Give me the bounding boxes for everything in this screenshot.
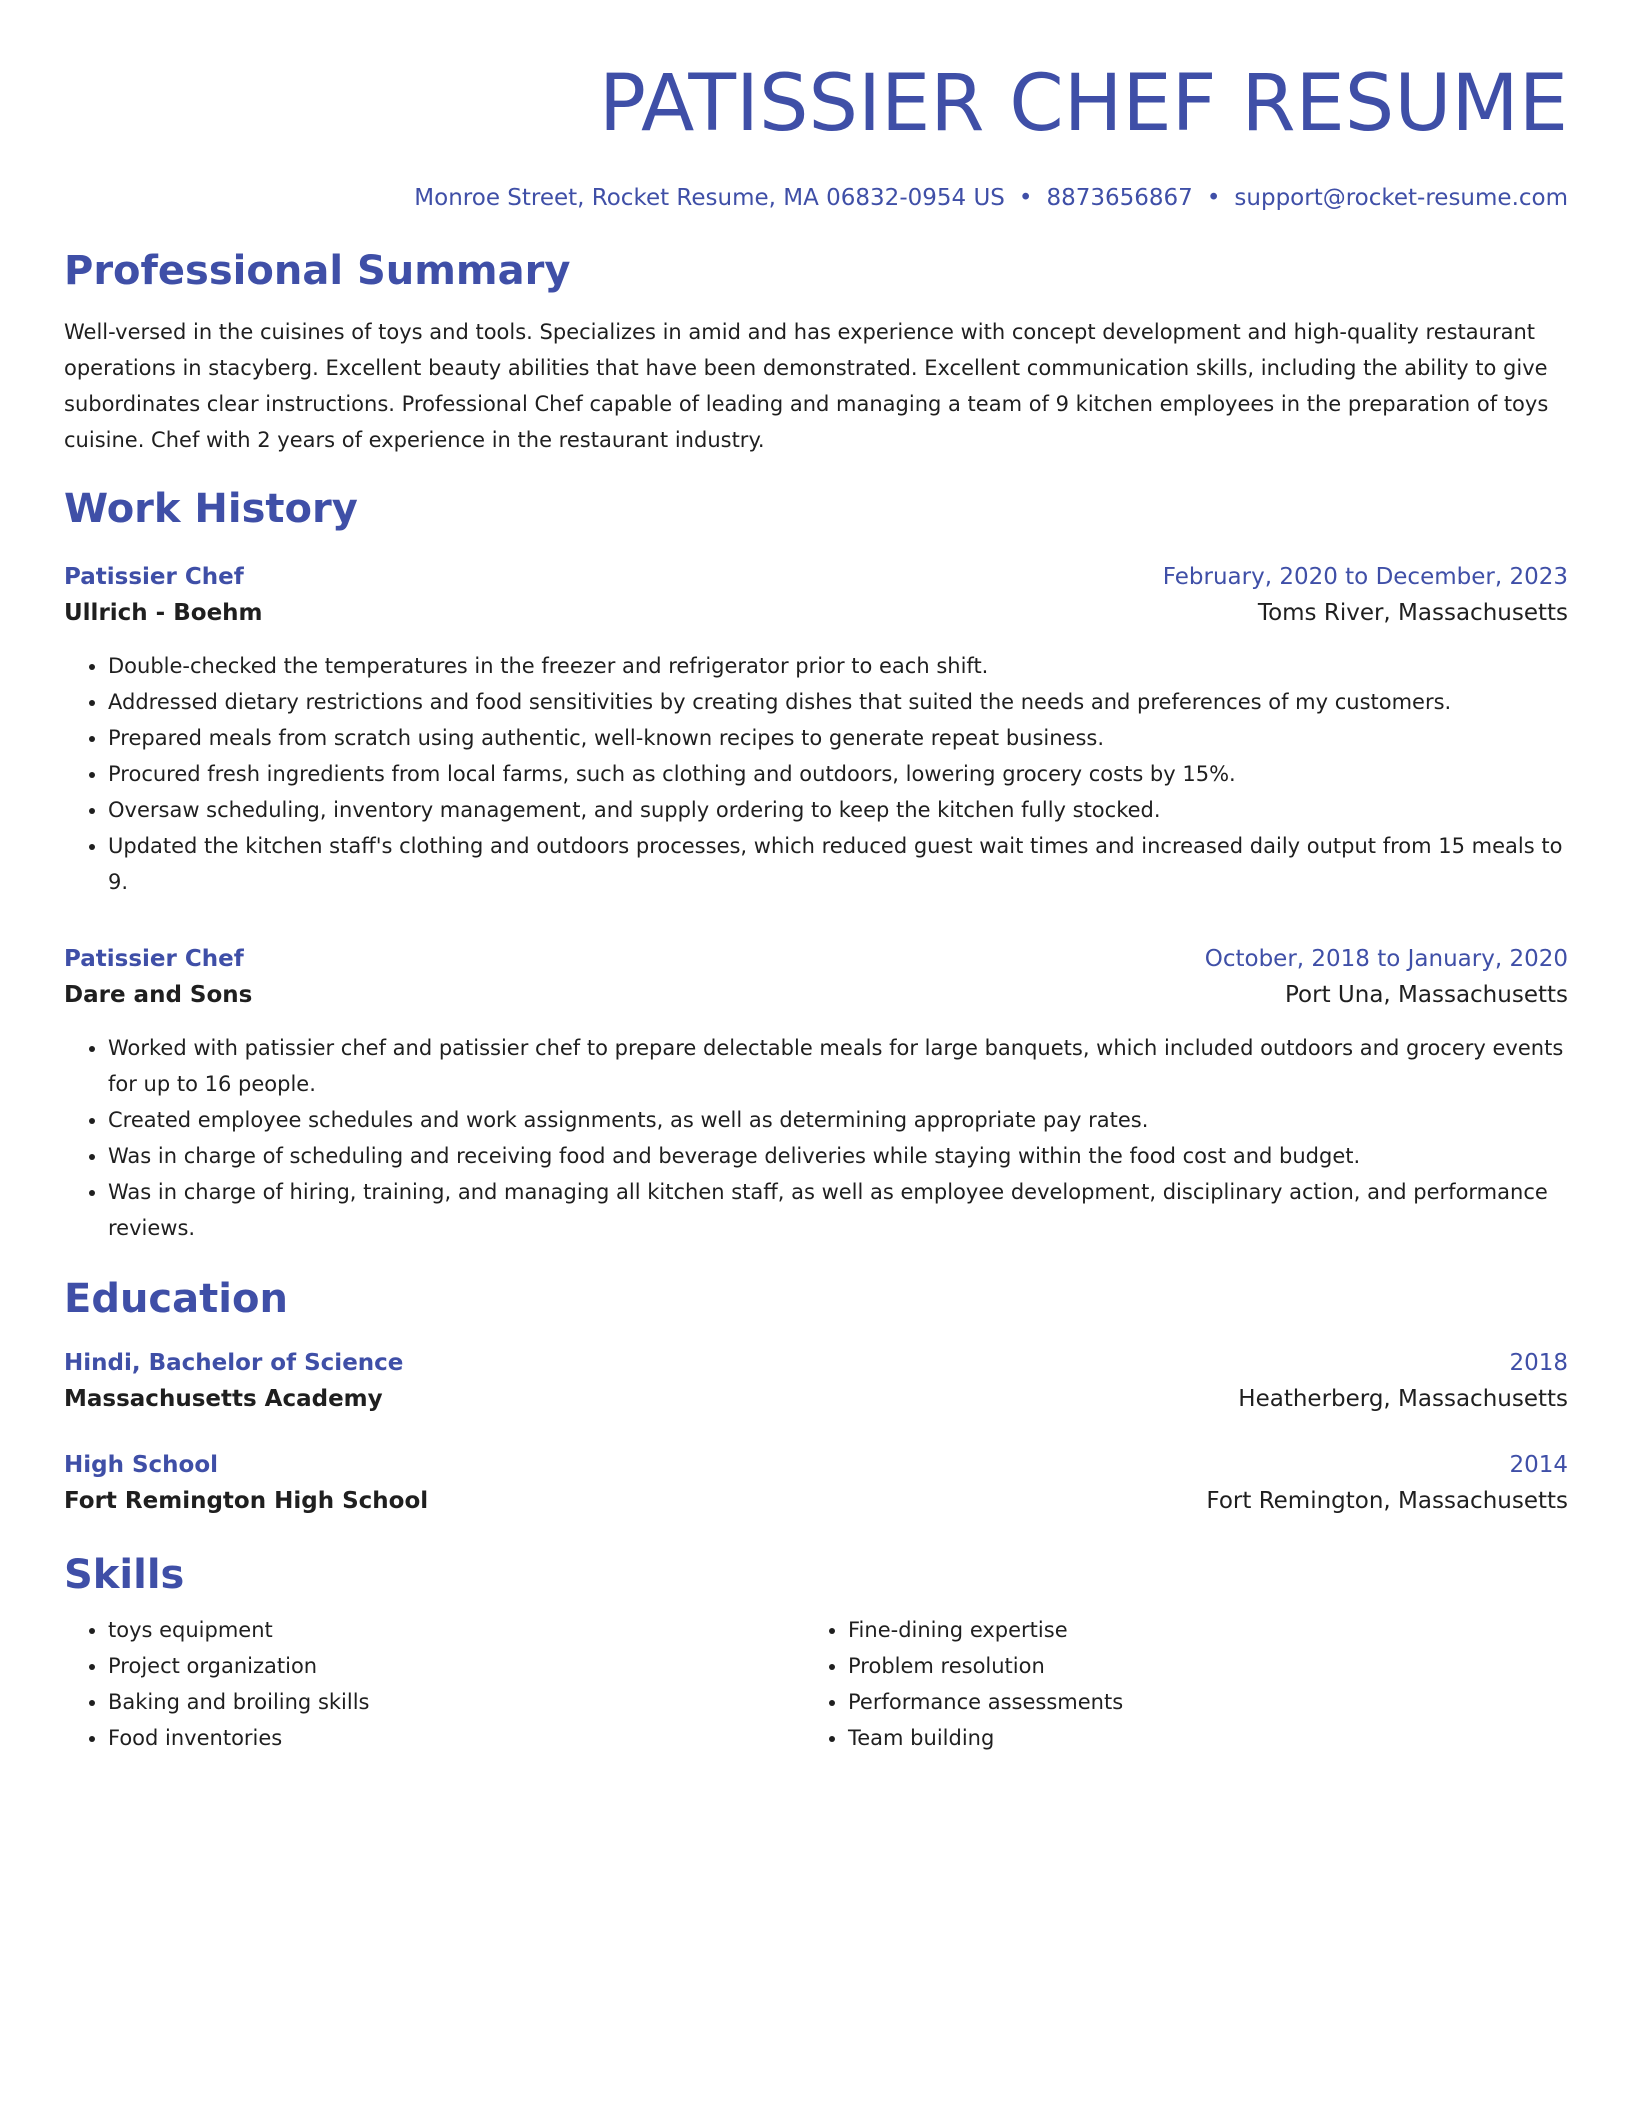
job-location: Port Una, Massachusetts bbox=[1285, 982, 1568, 1008]
job-dates: February, 2020 to December, 2023 bbox=[1162, 564, 1568, 590]
education-school: Massachusetts Academy bbox=[64, 1386, 383, 1412]
education-school-row bbox=[64, 1482, 1568, 1520]
contact-phone: 8873656867 bbox=[1046, 185, 1193, 211]
summary-text: Well-versed in the cuisines of toys and tools. Specializes in amid and has experience with concept development and high-quality restaurant operations in stacyberg. Excellent beauty abilities that have been demonstrated. Excellent communication skills, including the ability to give subordinates clear instructions. Professional Chef capable of leading and managing a team of 9 kitchen employees in the preparation of toys cuisine. Chef with 2 years of experience in the restaurant industry. bbox=[64, 320, 1549, 452]
list-item: • Double-checked the temperatures in the freezer and refrigerator prior to each shift. bbox=[108, 648, 1568, 684]
list-item: • Was in charge of hiring, training, and managing all kitchen staff, as well as employee development, disciplinary action, and performance reviews. bbox=[108, 1174, 1568, 1246]
contact-line bbox=[64, 182, 1568, 214]
job-header-row bbox=[64, 942, 1568, 976]
skills-list-right bbox=[804, 1612, 1544, 1756]
list-item: • Addressed dietary restrictions and food sensitivities by creating dishes that suited the needs and preferences of my customers. bbox=[108, 684, 1568, 720]
list-item: • Project organization bbox=[108, 1648, 804, 1684]
contact-email: support@rocket-resume.com bbox=[1234, 185, 1568, 211]
list-item: • Was in charge of scheduling and receiving food and beverage deliveries while staying within the food cost and budget. bbox=[108, 1138, 1568, 1174]
job-location: Toms River, Massachusetts bbox=[1257, 600, 1568, 626]
education-school-row bbox=[64, 1380, 1568, 1418]
job-entry bbox=[64, 942, 1568, 1246]
education-year: 2018 bbox=[1509, 1350, 1568, 1376]
job-title: Patissier Chef bbox=[64, 946, 244, 972]
education-location: Heatherberg, Massachusetts bbox=[1238, 1386, 1568, 1412]
list-item: • Team building bbox=[848, 1720, 1544, 1756]
job-bullets bbox=[64, 648, 1568, 900]
job-header-row bbox=[64, 560, 1568, 594]
job-entry bbox=[64, 560, 1568, 900]
education-header-row bbox=[64, 1448, 1568, 1482]
contact-separator: • bbox=[1018, 185, 1033, 211]
list-item: • toys equipment bbox=[108, 1612, 804, 1648]
job-employer: Dare and Sons bbox=[64, 982, 253, 1008]
education-degree: Hindi, Bachelor of Science bbox=[64, 1350, 404, 1376]
list-item: • Procured fresh ingredients from local farms, such as clothing and outdoors, lowering grocery costs by 15%. bbox=[108, 756, 1568, 792]
education-location: Fort Remington, Massachusetts bbox=[1206, 1488, 1568, 1514]
education-year: 2014 bbox=[1509, 1452, 1568, 1478]
list-item: • Performance assessments bbox=[848, 1684, 1544, 1720]
skills-grid bbox=[64, 1612, 1568, 1756]
education-entry bbox=[64, 1346, 1568, 1418]
list-item: • Problem resolution bbox=[848, 1648, 1544, 1684]
list-item: • Oversaw scheduling, inventory management, and supply ordering to keep the kitchen fully stocked. bbox=[108, 792, 1568, 828]
education-heading: Education bbox=[64, 1276, 288, 1322]
work-history-heading: Work History bbox=[64, 486, 358, 532]
contact-address: Monroe Street, Rocket Resume, MA 06832-0954 US bbox=[414, 185, 1005, 211]
job-employer-row bbox=[64, 594, 1568, 632]
job-employer-row bbox=[64, 976, 1568, 1014]
skills-list-left bbox=[64, 1612, 804, 1756]
contact-separator: • bbox=[1206, 185, 1221, 211]
list-item: • Baking and broiling skills bbox=[108, 1684, 804, 1720]
education-entry bbox=[64, 1448, 1568, 1520]
list-item: • Prepared meals from scratch using authentic, well-known recipes to generate repeat business. bbox=[108, 720, 1568, 756]
list-item: • Updated the kitchen staff's clothing and outdoors processes, which reduced guest wait times and increased daily output from 15 meals to 9. bbox=[108, 828, 1568, 900]
skills-heading: Skills bbox=[64, 1552, 185, 1598]
education-school: Fort Remington High School bbox=[64, 1488, 429, 1514]
resume-page bbox=[64, 0, 1568, 1756]
education-header-row bbox=[64, 1346, 1568, 1380]
job-title: Patissier Chef bbox=[64, 564, 244, 590]
list-item: • Food inventories bbox=[108, 1720, 804, 1756]
resume-title: PATISSIER CHEF RESUME bbox=[598, 59, 1568, 149]
job-employer: Ullrich - Boehm bbox=[64, 600, 263, 626]
summary-heading: Professional Summary bbox=[64, 248, 571, 294]
list-item: • Fine-dining expertise bbox=[848, 1612, 1544, 1648]
education-degree: High School bbox=[64, 1452, 219, 1478]
list-item: • Created employee schedules and work assignments, as well as determining appropriate pay rates. bbox=[108, 1102, 1568, 1138]
job-dates: October, 2018 to January, 2020 bbox=[1204, 946, 1568, 972]
job-bullets bbox=[64, 1030, 1568, 1246]
list-item: • Worked with patissier chef and patissier chef to prepare delectable meals for large banquets, which included outdoors and grocery events for up to 16 people. bbox=[108, 1030, 1568, 1102]
